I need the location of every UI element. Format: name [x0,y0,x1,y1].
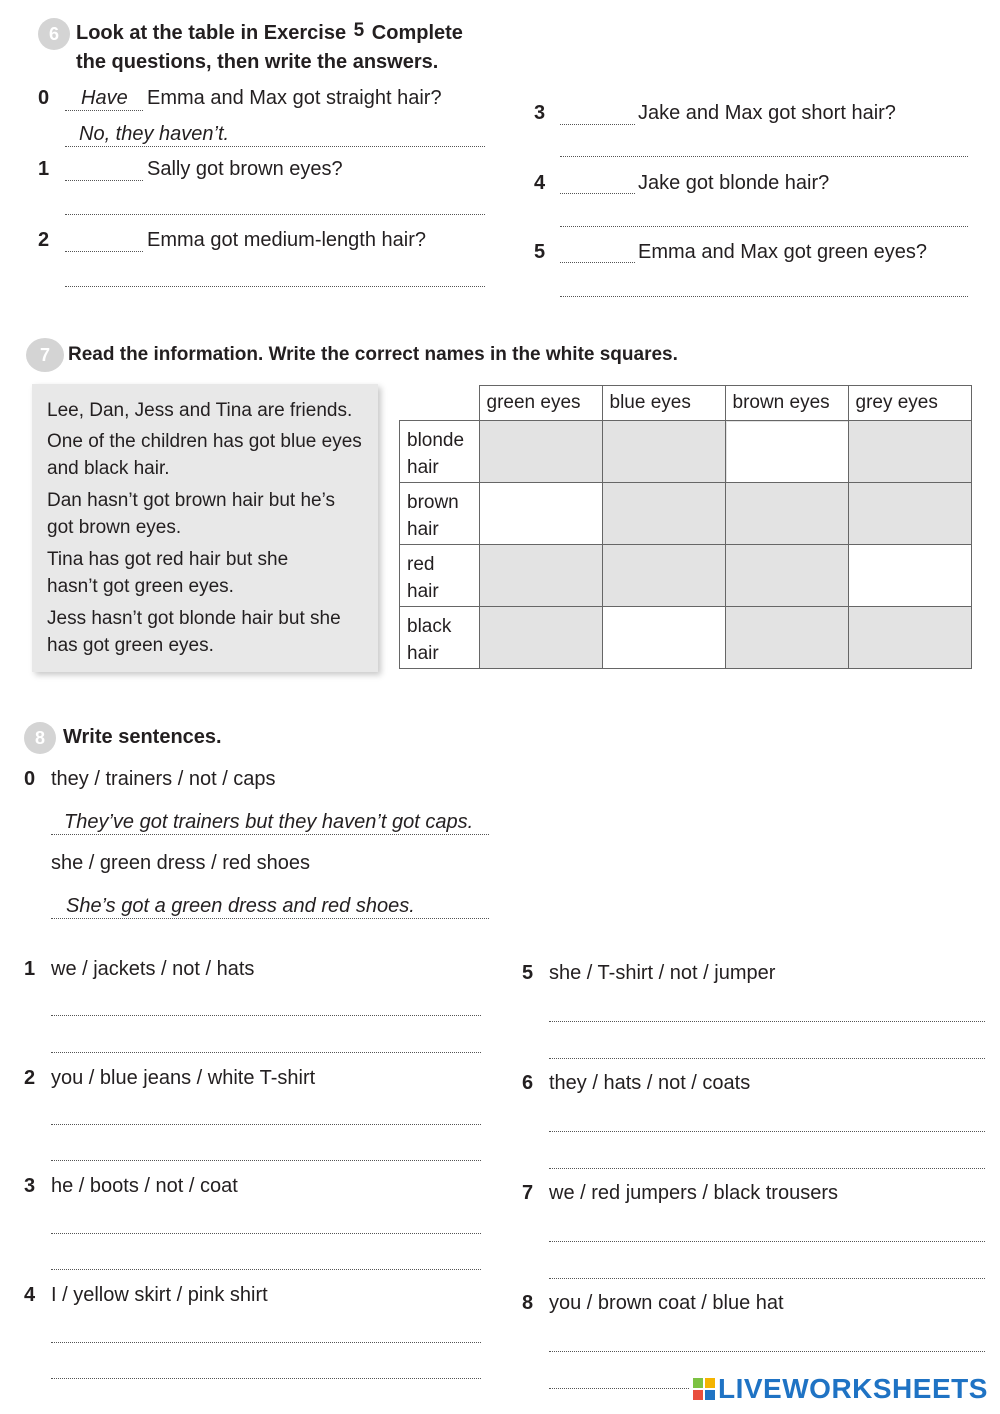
sentence-prompt: we / jackets / not / hats [51,958,255,980]
example-number: 0 [24,768,36,790]
row-header: brown hair [400,483,480,545]
liveworksheets-logo: LIVEWORKSHEETS [718,1373,988,1404]
answer-cell[interactable] [602,607,725,669]
sentence-line[interactable] [51,1052,481,1053]
sentence-prompt: we / red jumpers / black trousers [549,1182,838,1204]
sentence-number: 2 [24,1067,36,1089]
exercise-7-badge: 7 [26,338,64,372]
exercise-6-badge: 6 [38,18,70,50]
verb-blank-4[interactable] [560,193,635,194]
answer-cell[interactable] [848,545,971,607]
row-header: red hair [400,545,480,607]
sentence-line[interactable] [549,1278,985,1279]
sentence-number: 3 [24,1175,36,1197]
answer-line-1[interactable] [65,214,485,215]
example-sentence: They’ve got trainers but they haven’t got caps. [51,810,489,835]
question-text: Emma and Max got straight hair? [147,87,442,109]
exercise-8-badge: 8 [24,722,56,754]
grid-cell [479,545,602,607]
answer-cell[interactable] [479,483,602,545]
sentence-number: 5 [522,962,534,984]
grid-cell [602,483,725,545]
sentence-prompt: they / hats / not / coats [549,1072,751,1094]
verb-blank-5[interactable] [560,262,635,263]
answer-line-4[interactable] [560,226,968,227]
sentence-line[interactable] [549,1388,689,1389]
sentence-prompt: they / trainers / not / caps [51,768,276,790]
sentence-line[interactable] [549,1021,985,1022]
sentence-line[interactable] [51,1015,481,1016]
sentence-number: 4 [24,1284,36,1306]
question-number: 0 [38,87,50,109]
column-header: blue eyes [602,386,725,421]
corner-cell [400,386,480,421]
column-header: brown eyes [725,386,848,421]
sentence-line[interactable] [549,1131,985,1132]
example-verb-answer: Have [65,86,143,111]
verb-blank-2[interactable] [65,251,143,252]
example-sentence: She’s got a green dress and red shoes. [51,894,489,919]
sentence-prompt: he / boots / not / coat [51,1175,238,1197]
exercise-6-instruction: Look at the table in Exercise 5 Complete the questions, then write the answers. [76,19,463,77]
info-text: One of the children has got blue eyes and black hair. [47,431,362,479]
question-text: Jake and Max got short hair? [638,102,896,124]
question-text: Emma got medium-length hair? [147,229,427,251]
question-text: Sally got brown eyes? [147,158,343,180]
question-number: 1 [38,158,50,180]
sentence-line[interactable] [549,1241,985,1242]
grid-cell [725,607,848,669]
sentence-prompt: you / blue jeans / white T-shirt [51,1067,316,1089]
sentence-number: 8 [522,1292,534,1314]
grid-cell [848,483,971,545]
grid-cell [602,421,725,483]
sentence-number: 1 [24,958,36,980]
sentence-number: 6 [522,1072,534,1094]
question-number: 4 [534,172,546,194]
information-box [32,384,378,672]
example-answer: No, they haven’t. [65,122,485,147]
exercise-8-instruction: Write sentences. [63,726,222,748]
sentence-number: 7 [522,1182,534,1204]
answer-cell[interactable] [727,422,848,482]
question-number: 3 [534,102,546,124]
sentence-line[interactable] [549,1168,985,1169]
logic-grid [399,385,972,669]
sentence-line[interactable] [51,1269,481,1270]
question-number: 5 [534,241,546,263]
sentence-line[interactable] [549,1351,985,1352]
answer-line-2[interactable] [65,286,485,287]
sentence-line[interactable] [51,1233,481,1234]
sentence-line[interactable] [51,1378,481,1379]
liveworksheets-logo-icon [693,1378,715,1400]
exercise-7-instruction: Read the information. Write the correct names in the white squares. [68,344,678,365]
info-text: Tina has got red hair but she hasn’t got green eyes. [47,549,289,597]
sentence-line[interactable] [51,1342,481,1343]
grid-cell [479,607,602,669]
row-header: blonde hair [400,421,480,483]
column-header: grey eyes [848,386,971,421]
verb-blank-1[interactable] [65,180,143,181]
grid-cell [725,545,848,607]
grid-cell [479,421,602,483]
exercise-ref-number: 5 [353,20,365,41]
info-text: Jess hasn’t got blonde hair but she has got green eyes. [47,608,341,656]
grid-cell [602,545,725,607]
row-header: black hair [400,607,480,669]
sentence-prompt: you / brown coat / blue hat [549,1292,784,1314]
sentence-line[interactable] [51,1160,481,1161]
answer-line-5[interactable] [560,296,968,297]
sentence-prompt: she / T-shirt / not / jumper [549,962,776,984]
sentence-line[interactable] [51,1124,481,1125]
info-text: Lee, Dan, Jess and Tina are friends. [47,400,353,421]
grid-cell [725,483,848,545]
question-number: 2 [38,229,50,251]
sentence-line[interactable] [549,1058,985,1059]
sentence-prompt: I / yellow skirt / pink shirt [51,1284,268,1306]
grid-cell [848,421,971,483]
column-header: green eyes [479,386,602,421]
sentence-prompt: she / green dress / red shoes [51,852,311,874]
question-text: Jake got blonde hair? [638,172,830,194]
grid-cell [848,607,971,669]
question-text: Emma and Max got green eyes? [638,241,928,263]
info-text: Dan hasn’t got brown hair but he’s got brown eyes. [47,490,335,538]
answer-line-3[interactable] [560,156,968,157]
verb-blank-3[interactable] [560,124,635,125]
